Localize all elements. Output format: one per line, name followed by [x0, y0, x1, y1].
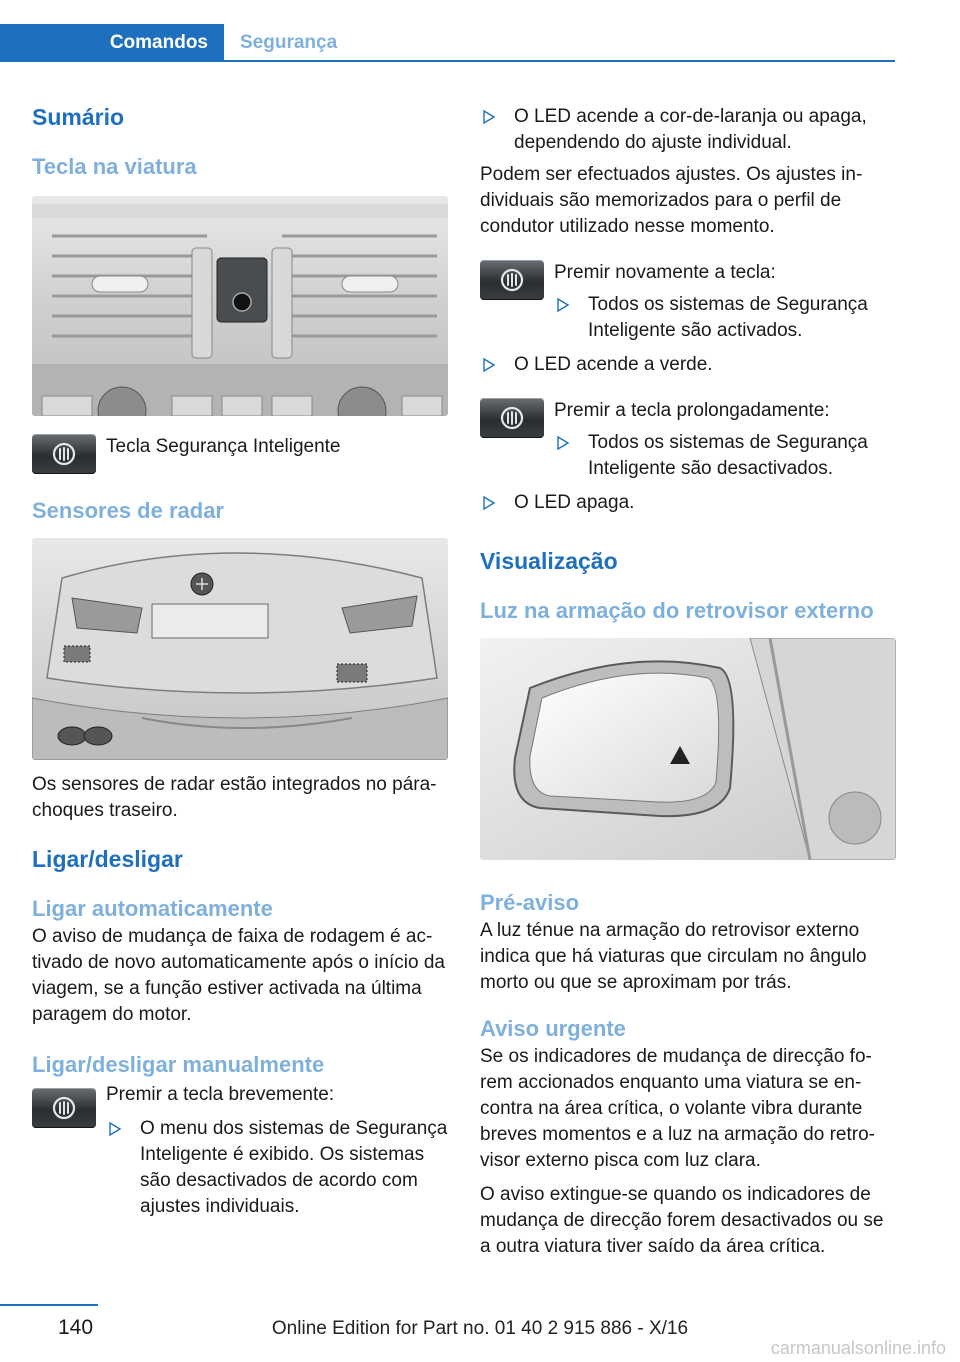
- sensores-text: Os sensores de radar estão integrados no pára-choques traseiro.: [32, 774, 437, 821]
- extingue-text: O aviso extingue-se quando os indicadores de mudança de direcção forem desactivados ou se a outra viatura tiver saído da área crítica.: [480, 1184, 884, 1257]
- left-column: [32, 98, 448, 1220]
- triangle-bullet-icon: [556, 436, 570, 450]
- preaviso-text: A luz ténue na armação do retrovisor externo indica que há viaturas que circulam no ângulo morto ou que se aproximam por trás.: [480, 920, 867, 993]
- led-green-text: O LED acende a verde.: [514, 354, 713, 375]
- tab-underline: [0, 60, 895, 62]
- intelligent-safety-button-icon: [480, 260, 544, 300]
- press-long-row: [480, 398, 896, 482]
- tab-seguranca[interactable]: Segurança: [240, 32, 338, 53]
- manual-button-row: [32, 1082, 448, 1220]
- activated-text: Todos os sistemas de Segurança Inteligente são activados.: [588, 294, 868, 341]
- heading-ligar-desligar: Ligar/desligar: [32, 846, 183, 872]
- page-number: 140: [58, 1316, 94, 1339]
- press-long-text: Premir a tecla prolongadamente:: [554, 400, 830, 421]
- led-off-text: O LED apaga.: [514, 492, 635, 513]
- rear-bumper-radar-photo: [32, 538, 448, 760]
- watermark: carmanualsonline.info: [770, 1338, 946, 1358]
- triangle-bullet-icon: [482, 110, 496, 124]
- list-item: [554, 430, 896, 482]
- list-item: [106, 1116, 448, 1220]
- list-item: [480, 104, 896, 156]
- dashboard-button-photo: [32, 196, 448, 416]
- footer-rule: [0, 1304, 98, 1306]
- heading-visualizacao: Visualização: [480, 548, 618, 574]
- heading-ligar-automaticamente: Ligar automaticamente: [32, 896, 273, 921]
- led-orange-text: O LED acende a cor-de-laranja ou apaga, dependendo do ajuste individual.: [514, 106, 867, 153]
- side-mirror-photo: [480, 638, 896, 860]
- ajustes-text: Podem ser efectuados ajustes. Os ajustes individuais são memorizados para o perfil de condutor utilizado nesse momento.: [480, 164, 863, 237]
- heading-pre-aviso: Pré-aviso: [480, 890, 580, 915]
- intelligent-safety-button-icon: [32, 434, 96, 474]
- deactivated-text: Todos os sistemas de Segurança Inteligente são desactivados.: [588, 432, 868, 479]
- manual-text: Premir a tecla brevemente:: [106, 1084, 335, 1105]
- heading-aviso-urgente: Aviso urgente: [480, 1016, 626, 1041]
- list-item: [480, 352, 896, 378]
- press-again-text: Premir novamente a tecla:: [554, 262, 776, 283]
- heading-luz-retrovisor: Luz na armação do retrovisor externo: [480, 598, 874, 623]
- intelligent-safety-button-icon: [32, 1088, 96, 1128]
- chapter-tabs: [0, 24, 895, 62]
- heading-tecla-na-viatura: Tecla na viatura: [32, 154, 197, 179]
- press-again-row: [480, 260, 896, 344]
- triangle-bullet-icon: [482, 358, 496, 372]
- triangle-bullet-icon: [108, 1122, 122, 1136]
- manual-bullet-text: O menu dos sistemas de Segurança Inteligente é exibido. Os sistemas são desactivados de acordo com ajustes individuais.: [140, 1118, 448, 1217]
- right-column: [480, 104, 896, 1260]
- intelligent-safety-button-icon: [480, 398, 544, 438]
- heading-ligar-desligar-manualmente: Ligar/desligar manualmente: [32, 1052, 325, 1077]
- button-caption: Tecla Segurança Inteligente: [106, 436, 341, 457]
- button-legend-row: [32, 434, 448, 490]
- edition-note: Online Edition for Part no. 01 40 2 915 886 - X/16: [271, 1318, 689, 1339]
- heading-sensores-de-radar: Sensores de radar: [32, 498, 224, 523]
- urgente-text: Se os indicadores de mudança de direcção forem accionados enquanto uma viatura se encontra na área crítica, o volante vibra durante breves momentos e a luz na armação do retrovisor externo pisca com luz clara.: [480, 1046, 875, 1171]
- list-item: [480, 490, 896, 516]
- heading-sumario: Sumário: [32, 104, 125, 130]
- tab-comandos[interactable]: Comandos: [0, 24, 224, 62]
- list-item: [554, 292, 896, 344]
- auto-text: O aviso de mudança de faixa de rodagem é activado de novo automaticamente após o início da viagem, se a função estiver activada na última paragem do motor.: [32, 926, 445, 1025]
- triangle-bullet-icon: [482, 496, 496, 510]
- triangle-bullet-icon: [556, 298, 570, 312]
